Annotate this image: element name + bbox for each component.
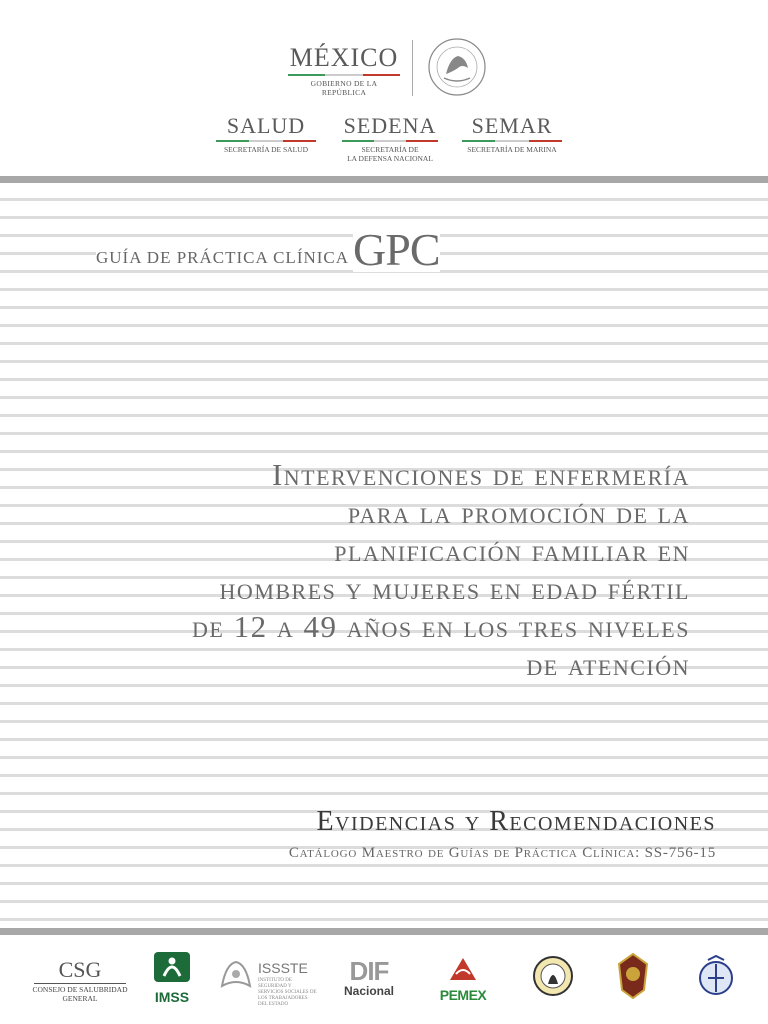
semar-emblem-icon <box>696 954 736 1000</box>
guide-acronym: GPC <box>353 224 440 275</box>
guide-label: GUÍA DE PRÁCTICA CLÍNICA <box>96 248 353 268</box>
title-line: para la promoción de la <box>347 495 690 530</box>
dif-logo: DIF Nacional <box>343 956 394 998</box>
header <box>0 0 768 178</box>
secretariat-semar: SEMAR SECRETARÍA DE MARINA <box>462 114 562 154</box>
issste-emblem-icon <box>218 958 254 994</box>
top-divider-bar <box>0 176 768 183</box>
bottom-divider-bar <box>0 928 768 935</box>
title-line: de atención <box>526 647 690 682</box>
secretariat-salud: SALUD SECRETARÍA DE SALUD <box>216 114 316 154</box>
mexico-logo <box>288 44 400 97</box>
document-title <box>70 456 690 684</box>
medical-seal-icon <box>532 954 574 998</box>
title-line: de 12 a 49 años en los tres niveles <box>192 609 690 644</box>
catalog-code: Catálogo Maestro de Guías de Práctica Clínica: SS-756-15 <box>288 845 716 861</box>
national-seal-icon <box>428 38 486 96</box>
title-line: planificación familiar en <box>334 533 690 568</box>
secretariat-sedena: SEDENA SECRETARÍA DE LA DEFENSA NACIONAL <box>343 113 437 163</box>
pemex-logo: PEMEX <box>430 956 496 1003</box>
title-line: Intervenciones de enfermería <box>271 457 690 492</box>
country-name: MÉXICO <box>289 43 399 72</box>
csg-logo: CSG CONSEJO DE SALUBRIDAD GENERAL <box>32 957 128 1003</box>
sedena-emblem-icon <box>616 952 650 1000</box>
guide-heading <box>96 224 440 275</box>
evidence-title: Evidencias y Recomendaciones <box>316 806 716 837</box>
pemex-eagle-icon <box>448 956 478 982</box>
imss-emblem-icon <box>152 950 192 984</box>
logo-separator <box>412 40 413 96</box>
government-name: GOBIERNO DE LA REPÚBLICA <box>310 79 378 97</box>
title-line: hombres y mujeres en edad fértil <box>219 571 690 606</box>
issste-logo: ISSSTE INSTITUTO DE SEGURIDAD Y SERVICIOS SOCIALES DE LOS TRABAJADORES DEL ESTADO <box>218 958 316 999</box>
tricolor-rule <box>288 74 400 76</box>
imss-logo: IMSS <box>150 950 194 1005</box>
